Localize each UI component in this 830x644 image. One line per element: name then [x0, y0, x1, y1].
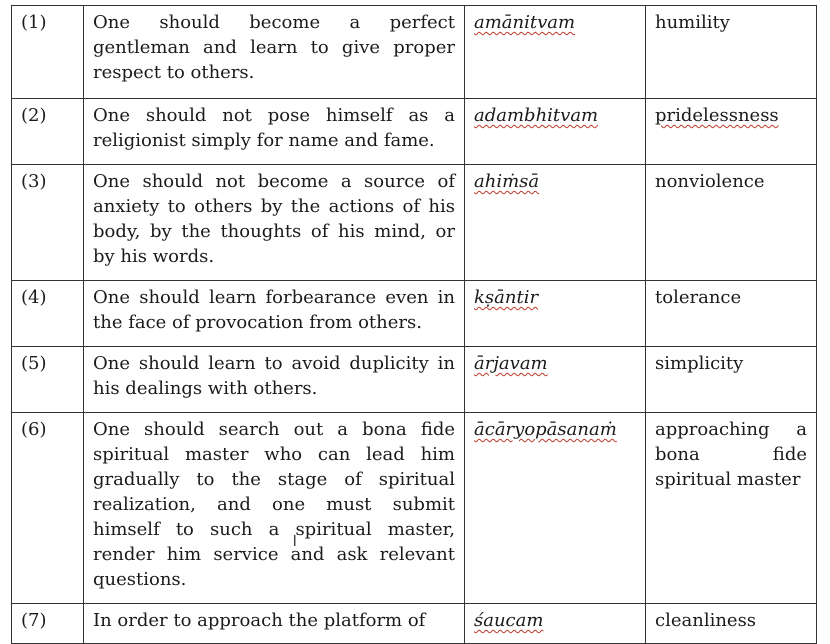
row-meaning-cell: [646, 99, 817, 165]
sanskrit-term[interactable]: ahiṁsā: [474, 171, 540, 192]
table-row: [12, 281, 817, 347]
sanskrit-term[interactable]: ārjavam: [474, 353, 548, 374]
row-meaning[interactable]: nonviolence: [646, 165, 817, 281]
sanskrit-term-cell: [465, 99, 646, 165]
row-number: (6): [12, 413, 84, 604]
sanskrit-term[interactable]: amānitvam: [474, 12, 576, 33]
row-meaning[interactable]: tolerance: [646, 281, 817, 347]
row-meaning[interactable]: approaching a bona fide spiritual master: [646, 413, 817, 604]
sanskrit-term-cell: [465, 165, 646, 281]
table-row: [12, 6, 817, 99]
sanskrit-term-cell: [465, 604, 646, 644]
sanskrit-term[interactable]: kṣāntir: [474, 287, 539, 308]
row-description[interactable]: One should not become a source of anxiety to others by the actions of his body, by the thoughts of his mind, or by his words.: [84, 165, 465, 281]
row-description[interactable]: In order to approach the platform of: [84, 604, 465, 644]
row-number: (5): [12, 347, 84, 413]
row-description-cell[interactable]: [84, 413, 465, 604]
table-row: [12, 413, 817, 604]
row-description-part: One should search out a bona fide spiritual master who can lead him gradually to the stage of spiritual realization, and one must submit himself to such a: [93, 419, 455, 540]
row-meaning[interactable]: pridelessness: [655, 105, 779, 126]
sanskrit-term-cell: [465, 281, 646, 347]
sanskrit-term[interactable]: adambhitvam: [474, 105, 599, 126]
row-number: (3): [12, 165, 84, 281]
row-number: (7): [12, 604, 84, 644]
row-number: (2): [12, 99, 84, 165]
sanskrit-term[interactable]: śaucam: [474, 610, 544, 631]
row-meaning[interactable]: humility: [646, 6, 817, 99]
table-row: [12, 347, 817, 413]
table-row: [12, 165, 817, 281]
sanskrit-term-cell: [465, 413, 646, 604]
row-number: (1): [12, 6, 84, 99]
qualities-table: [11, 5, 817, 644]
row-description[interactable]: One should learn forbearance even in the face of provocation from others.: [84, 281, 465, 347]
row-description[interactable]: One should become a perfect gentleman and learn to give proper respect to others.: [84, 6, 465, 99]
table-row: [12, 99, 817, 165]
table-row: [12, 604, 817, 644]
document-page: [11, 5, 816, 644]
sanskrit-term-cell: [465, 347, 646, 413]
row-meaning[interactable]: simplicity: [646, 347, 817, 413]
row-number: (4): [12, 281, 84, 347]
row-description[interactable]: One should not pose himself as a religionist simply for name and fame.: [84, 99, 465, 165]
row-description-part: spiritual master, render him service and ask relevant questions.: [93, 519, 456, 590]
sanskrit-term-cell: [465, 6, 646, 99]
row-meaning[interactable]: cleanliness: [646, 604, 817, 644]
sanskrit-term[interactable]: ācāryopāsanaṁ: [474, 419, 617, 440]
row-description[interactable]: One should learn to avoid duplicity in his dealings with others.: [84, 347, 465, 413]
